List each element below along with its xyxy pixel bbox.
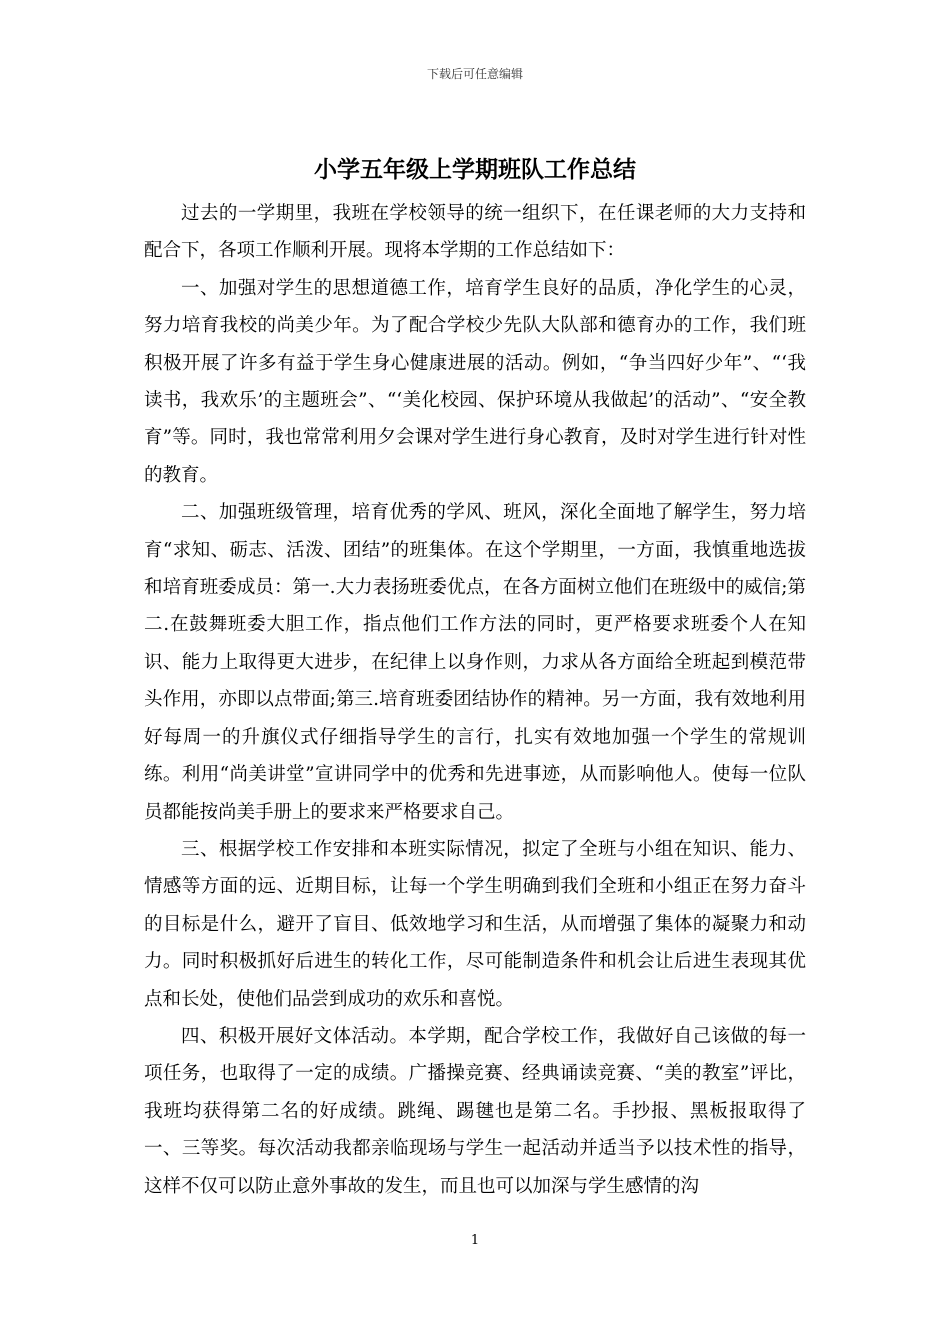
paragraph-section-3: 三、根据学校工作安排和本班实际情况，拟定了全班与小组在知识、能力、情感等方面的远、近期目标，让每一个学生明确到我们全班和小组正在努力奋斗的目标是什么，避开了盲目、低效地学习和生活，从而增强了集体的凝聚力和动力。同时积极抓好后进生的转化工作，尽可能制造条件和机会让后进生表现其优点和长处，使他们品尝到成功的欢乐和喜悦。 xyxy=(144,838,806,1010)
paragraph-section-4: 四、积极开展好文体活动。本学期，配合学校工作，我做好自己该做的每一项任务，也取得了一定的成绩。广播操竞赛、经典诵读竞赛、“美的教室”评比，我班均获得第二名的好成绩。跳绳、踢毽也是第二名。手抄报、黑板报取得了一、三等奖。每次活动我都亲临现场与学生一起活动并适当予以技术性的指导，这样不仅可以防止意外事故的发生，而且也可以加深与学生感情的沟 xyxy=(144,1025,806,1197)
page-header: 下载后可任意编辑 xyxy=(426,67,523,81)
paragraph-section-1: 一、加强对学生的思想道德工作，培育学生良好的品质，净化学生的心灵，努力培育我校的尚美少年。为了配合学校少先队大队部和德育办的工作，我们班积极开展了许多有益于学生身心健康进展的活动。例如，“争当四好少年”、“‘我读书，我欢乐’的主题班会”、“‘美化校园、保护环境从我做起’的活动”、“安全教育”等。同时，我也常常利用夕会课对学生进行身心教育，及时对学生进行针对性的教育。 xyxy=(144,277,806,486)
document-title: 小学五年级上学期班队工作总结 xyxy=(314,157,636,183)
document-body xyxy=(144,195,806,1205)
paragraph-section-2: 二、加强班级管理，培育优秀的学风、班风，深化全面地了解学生，努力培育“求知、砺志、活泼、团结”的班集体。在这个学期里，一方面，我慎重地选拔和培育班委成员：第一.大力表扬班委优点，在各方面树立他们在班级中的威信;第二.在鼓舞班委大胆工作，指点他们工作方法的同时，更严格要求班委个人在知识、能力上取得更大进步，在纪律上以身作则，力求从各方面给全班起到模范带头作用，亦即以点带面;第三.培育班委团结协作的精神。另一方面，我有效地利用好每周一的升旗仪式仔细指导学生的言行，扎实有效地加强一个学生的常规训练。利用“尚美讲堂”宣讲同学中的优秀和先进事迹，从而影响他人。使每一位队员都能按尚美手册上的要求来严格要求自己。 xyxy=(144,502,806,823)
paragraph-intro: 过去的一学期里，我班在学校领导的统一组织下，在任课老师的大力支持和配合下，各项工作顺利开展。现将本学期的工作总结如下： xyxy=(144,203,806,262)
page-number: 1 xyxy=(470,1233,480,1248)
